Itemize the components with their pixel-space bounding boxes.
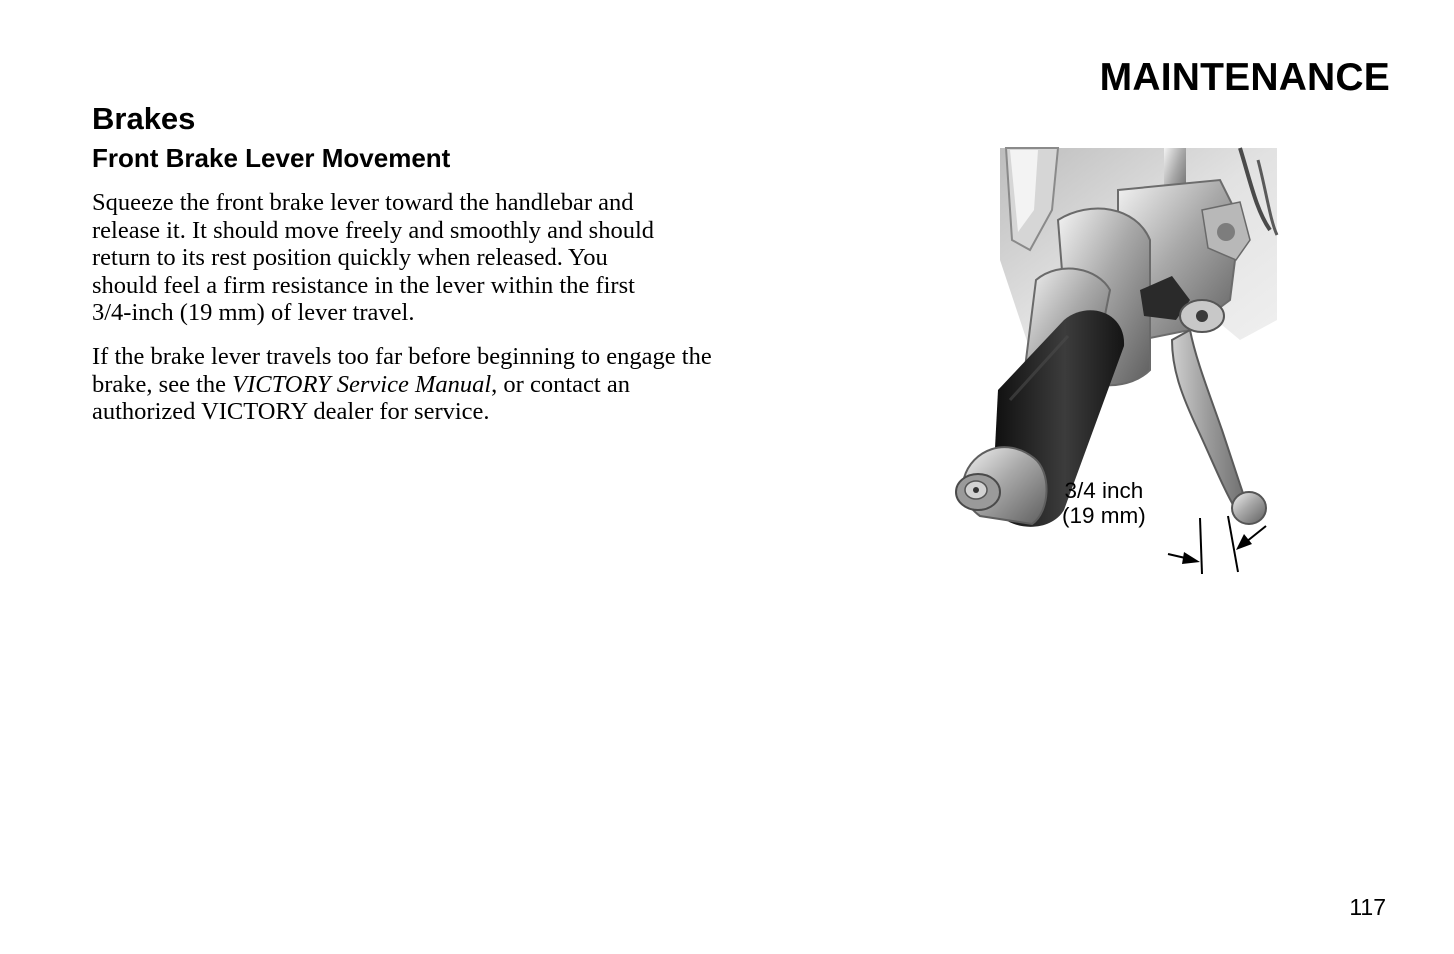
paragraph-lever-check: Squeeze the front brake lever toward the handlebar and release it. It should move freely and smoothly and should return to its rest position quickly when released. You should feel a firm resistance in the lever within the first 3/4-inch (19 mm) of lever travel. [92,189,655,326]
page-heading: Brakes [92,101,196,136]
section-title: MAINTENANCE [1099,56,1390,99]
measurement-callout [1062,478,1146,528]
paragraph-service [92,343,712,426]
callout-inch: 3/4 inch [1064,478,1144,503]
paragraph-service-text-before: If the brake lever travels too far before beginning to engage the brake, see the [92,343,712,398]
page-number: 117 [1349,894,1386,920]
manual-title: VICTORY Service Manual [232,370,492,398]
paragraph-service-text-after: , or contact an authorized VICTORY dealer for service. [92,370,630,425]
callout-mm: (19 mm) [1062,503,1146,528]
subheading: Front Brake Lever Movement [92,143,451,173]
